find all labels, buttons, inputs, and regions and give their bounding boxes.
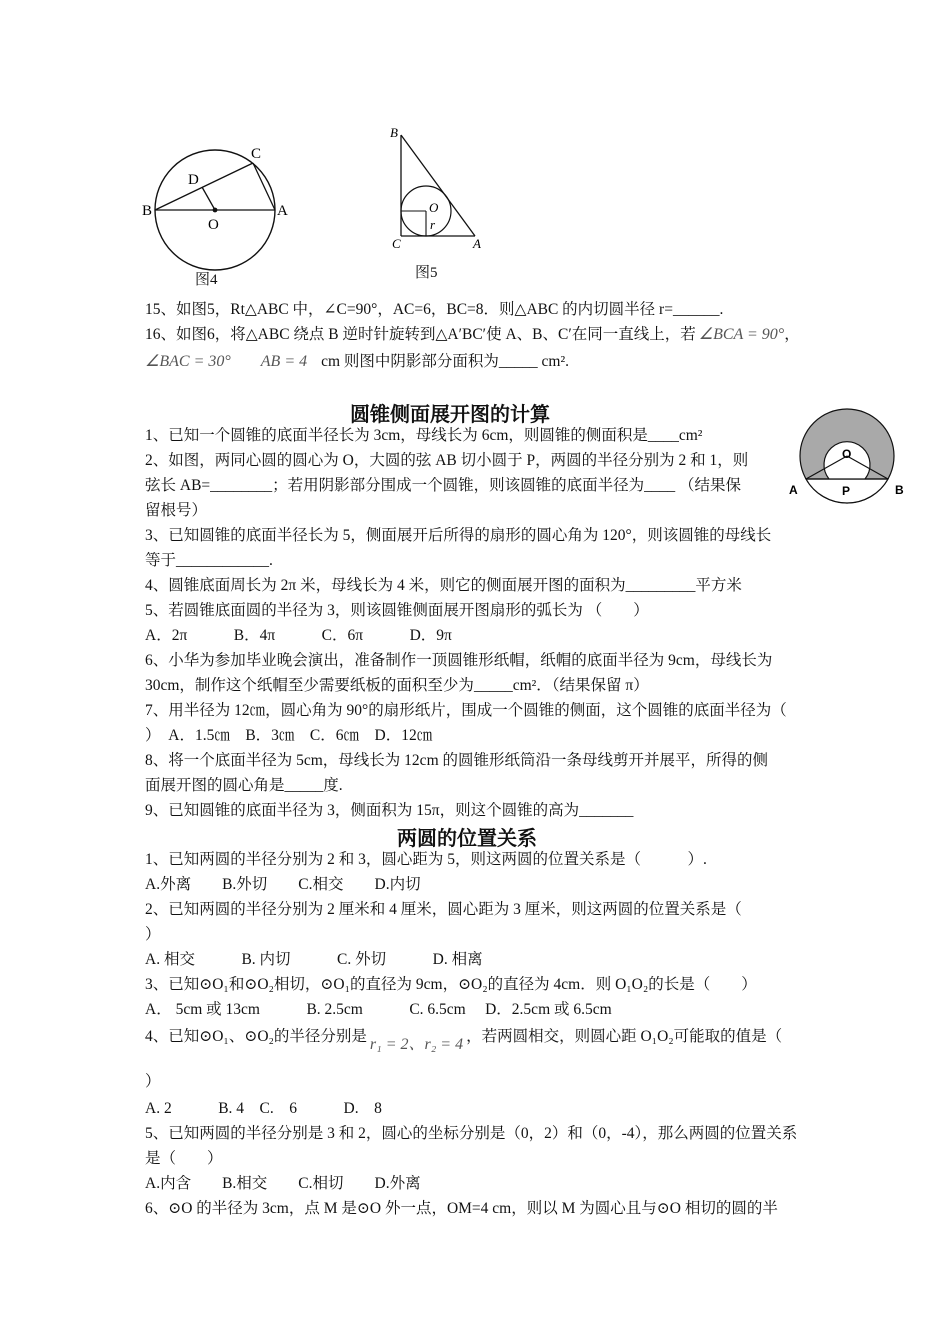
- question-16-ab: AB = 4: [260, 353, 308, 370]
- circles-q4-text: 4、已知⊙O₁、⊙O₂的半径分别是: [145, 1028, 367, 1045]
- fig5-label-r: r: [430, 217, 436, 232]
- question-16-tail: cm 则图中阴影部分面积为_____ cm².: [321, 353, 570, 370]
- circles-q4-radii: r₁ = 2、r₂ = 4: [369, 1036, 464, 1053]
- fig5-label-b: B: [390, 125, 398, 140]
- cone-q3-line1: 3、已知圆锥的底面半径长为 5，侧面展开后所得的扇形的圆心角为 120°，则该圆锥的母线长: [145, 527, 772, 544]
- cone-q2-line1: 2、如图，两同心圆的圆心为 O，大圆的弦 AB 切小圆于 P，两圆的半径分别为 2 和 1，则: [145, 452, 749, 469]
- figure-5: [385, 120, 500, 260]
- fig4-label-d: D: [188, 172, 199, 188]
- cone-q5: 5、若圆锥底面圆的半径为 3，则该圆锥侧面展开图扇形的弧长为 （ ）: [145, 602, 649, 619]
- cone-q6-line2: 30cm，制作这个纸帽至少需要纸板的面积至少为_____cm²．（结果保留 π）: [145, 677, 649, 694]
- cone-fig-label-b: B: [895, 483, 904, 497]
- fig4-caption: 图4: [195, 272, 218, 288]
- circles-q4-tail: ，若两圆相交，则圆心距 O₁O₂可能取的值是（: [466, 1028, 783, 1045]
- fig5-label-a: A: [473, 236, 481, 251]
- fig4-label-a: A: [277, 203, 288, 219]
- circles-q2-line2: ）: [145, 926, 161, 943]
- circles-q2-options: A. 相交 B. 内切 C. 外切 D. 相离: [145, 951, 483, 968]
- cone-q8-line1: 8、将一个底面半径为 5cm，母线长为 12cm 的圆锥形纸筒沿一条母线剪开并展平，所得的侧: [145, 752, 768, 769]
- cone-q7-line2: ） A．1.5㎝ B．3㎝ C．6㎝ D．12㎝: [145, 727, 433, 744]
- question-16-line1: [145, 325, 800, 345]
- fig4-label-o: O: [208, 217, 219, 233]
- figure-4: [135, 140, 305, 290]
- question-16-angle-bca: ∠BCA = 90°: [698, 326, 785, 343]
- cone-q5-options: A．2π B．4π C．6π D．9π: [145, 627, 452, 644]
- cone-q7-line1: 7、用半径为 12㎝，圆心角为 90°的扇形纸片，围成一个圆锥的侧面，这个圆锥的底面半径为（: [145, 702, 787, 719]
- cone-q6-line1: 6、小华为参加毕业晚会演出，准备制作一顶圆锥形纸帽，纸帽的底面半径为 9cm，母线长为: [145, 652, 773, 669]
- cone-q2-line3: 留根号）: [145, 502, 208, 519]
- fig4-chord-ca: [253, 163, 275, 210]
- circles-q5-line2: 是（ ）: [145, 1150, 223, 1167]
- fig5-side-ba: [401, 135, 475, 236]
- figure-concentric-circles: [785, 408, 910, 513]
- cone-q1: 1、已知一个圆锥的底面半径长为 3cm，母线长为 6cm，则圆锥的侧面积是____cm²: [145, 427, 703, 444]
- cone-q9: 9、已知圆锥的底面半径为 3，侧面积为 15π，则这个圆锥的高为_______: [145, 802, 634, 819]
- cone-fig-label-o: O: [842, 447, 852, 461]
- cone-q4: 4、圆锥底面周长为 2π 米，母线长为 4 米，则它的侧面展开图的面积为_________平方米: [145, 577, 742, 594]
- fig4-label-c: C: [251, 146, 262, 162]
- cone-q3-line2: 等于____________.: [145, 552, 273, 569]
- circles-q5-options: A.内含 B.相交 C.相切 D.外离: [145, 1175, 421, 1192]
- fig5-caption: 图5: [415, 265, 438, 281]
- fig4-center-dot: [213, 208, 218, 213]
- question-16-angle-bac: ∠BAC = 30°: [145, 353, 231, 370]
- circles-q5-line1: 5、已知两圆的半径分别是 3 和 2，圆心的坐标分别是（0，2）和（0，-4），那么两圆的位置关系: [145, 1125, 798, 1142]
- fig4-segment-od: [202, 187, 215, 210]
- section-title-cone: 圆锥侧面展开图的计算: [350, 402, 550, 426]
- fig5-label-c: C: [392, 236, 401, 251]
- cone-fig-label-a: A: [789, 483, 798, 497]
- circles-q1: 1、已知两圆的半径分别为 2 和 3，圆心距为 5，则这两圆的位置关系是（ ）.: [145, 851, 707, 868]
- section-title-two-circles: 两圆的位置关系: [397, 826, 537, 850]
- fig4-label-b: B: [142, 203, 153, 219]
- circles-q4-line1: [145, 1027, 783, 1053]
- fig5-label-o: O: [429, 200, 439, 215]
- question-16-comma: ，: [784, 326, 800, 343]
- cone-fig-label-p: P: [842, 484, 851, 498]
- cone-q8-line2: 面展开图的圆心角是_____度.: [145, 777, 343, 794]
- circles-q2-line1: 2、已知两圆的半径分别为 2 厘米和 4 厘米，圆心距为 3 厘米，则这两圆的位置关系是（: [145, 901, 742, 918]
- circles-q4-options: A. 2 B. 4 C. 6 D. 8: [145, 1100, 382, 1117]
- circles-q3: 3、已知⊙O₁和⊙O₂相切，⊙O₁的直径为 9cm，⊙O₂的直径为 4cm．则 O₁O₂的长是（ ）: [145, 976, 757, 993]
- circles-q6: 6、⊙O 的半径为 3cm，点 M 是⊙O 外一点，OM=4 cm，则以 M 为圆心且与⊙O 相切的圆的半: [145, 1200, 778, 1217]
- question-15: 15、如图5，Rt△ABC 中，∠C=90°，AC=6，BC=8．则△ABC 的内切圆半径 r=______.: [145, 301, 724, 318]
- circles-q1-options: A.外离 B.外切 C.相交 D.内切: [145, 876, 421, 893]
- question-16-text: 16、如图6，将△ABC 绕点 B 逆时针旋转到△A′BC′使 A、B、C′在同一直线上，若: [145, 326, 696, 343]
- circles-q3-options: A． 5cm 或 13cm B. 2.5cm C. 6.5cm D．2.5cm 或 6.5cm: [145, 1001, 612, 1018]
- question-16-line2: [145, 352, 569, 372]
- circles-q4-line2: ）: [145, 1073, 161, 1090]
- cone-q2-line2: 弦长 AB=________；若用阴影部分围成一个圆锥，则该圆锥的底面半径为____ （结果保: [145, 477, 742, 494]
